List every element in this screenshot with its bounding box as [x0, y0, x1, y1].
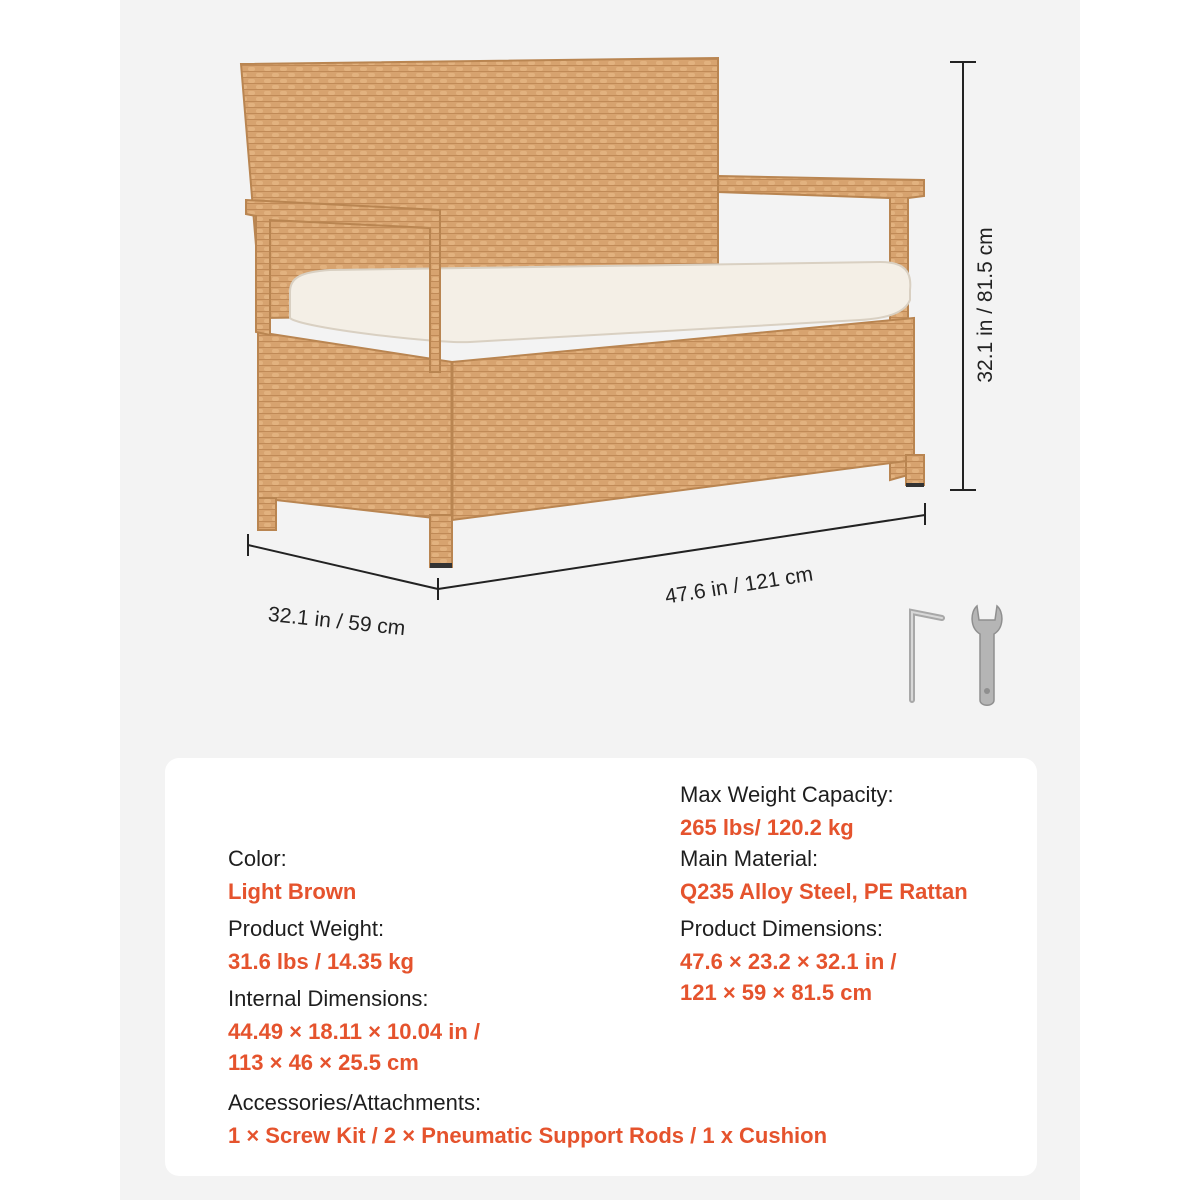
spec-max-weight — [680, 778, 894, 843]
spec-label: Internal Dimensions: — [228, 986, 429, 1011]
bench-storage-box — [258, 318, 914, 520]
spec-value: 265 lbs/ 120.2 kg — [680, 815, 854, 840]
height-dimension-label: 32.1 in / 81.5 cm — [974, 227, 997, 383]
spec-value: 31.6 lbs / 14.35 kg — [228, 949, 414, 974]
spec-label: Accessories/Attachments: — [228, 1090, 482, 1115]
spec-value: 1 × Screw Kit / 2 × Pneumatic Support Rods / 1 x Cushion — [228, 1123, 828, 1148]
spec-internal-dimensions — [228, 982, 480, 1078]
height-dimension-line — [950, 62, 976, 490]
allen-key-icon — [912, 612, 942, 700]
spec-value: 121 × 59 × 81.5 cm — [680, 980, 873, 1005]
spec-value: 47.6 × 23.2 × 32.1 in / — [680, 949, 897, 974]
depth-dimension-label: 32.1 in / 59 cm — [266, 602, 407, 641]
wrench-icon — [972, 606, 1002, 705]
spec-value: 44.49 × 18.11 × 10.04 in / — [228, 1019, 480, 1044]
spec-label: Product Weight: — [228, 916, 385, 941]
depth-dimension-line — [248, 534, 438, 589]
bench-leg-front-middle — [430, 515, 452, 567]
spec-accessories — [228, 1086, 827, 1151]
spec-value: 113 × 46 × 25.5 cm — [228, 1050, 419, 1075]
spec-product-weight — [228, 912, 414, 977]
spec-main-material — [680, 842, 968, 907]
bench-leg-front-left — [258, 498, 276, 530]
spec-color — [228, 842, 356, 907]
width-dimension-label: 47.6 in / 121 cm — [663, 562, 815, 609]
spec-label: Max Weight Capacity: — [680, 782, 894, 807]
spec-value: Light Brown — [228, 879, 357, 904]
spec-product-dimensions — [680, 912, 897, 1008]
spec-label: Color: — [228, 846, 287, 871]
spec-label: Main Material: — [680, 846, 819, 871]
spec-value: Q235 Alloy Steel, PE Rattan — [680, 879, 968, 904]
bench-leg-back-right — [906, 455, 924, 485]
spec-label: Product Dimensions: — [680, 916, 883, 941]
